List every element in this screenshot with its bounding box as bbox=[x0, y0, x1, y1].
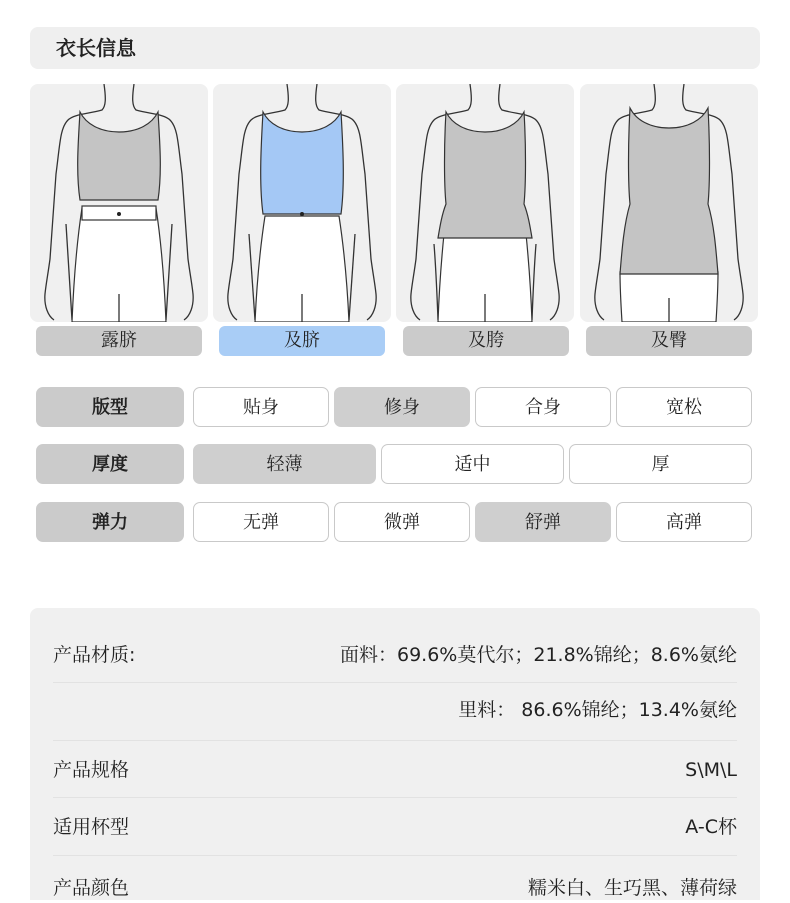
fit-option-slim[interactable]: 修身 bbox=[334, 387, 470, 427]
divider bbox=[53, 682, 737, 683]
torso-illustration-hip bbox=[396, 84, 574, 322]
spec-label-cup: 适用杯型 bbox=[53, 816, 130, 838]
spec-value-fabric: 面料：69.6%莫代尔；21.8%锦纶；8.6%氨纶 bbox=[340, 644, 737, 666]
elasticity-option-none[interactable]: 无弹 bbox=[193, 502, 329, 542]
spec-value-cup: A-C杯 bbox=[685, 816, 737, 838]
spec-value-size: S\M\L bbox=[685, 759, 737, 781]
spec-label-color: 产品颜色 bbox=[53, 877, 130, 899]
figure-navel bbox=[213, 84, 391, 322]
length-option-hip[interactable]: 及胯 bbox=[403, 326, 569, 356]
spec-panel bbox=[30, 608, 760, 900]
spec-label-size: 产品规格 bbox=[53, 759, 130, 781]
spec-label-material: 产品材质: bbox=[53, 644, 136, 666]
length-option-navel[interactable]: 及脐 bbox=[219, 326, 385, 356]
figure-hip bbox=[396, 84, 574, 322]
section-title: 衣长信息 bbox=[56, 36, 136, 60]
elasticity-option-comfort[interactable]: 舒弹 bbox=[475, 502, 611, 542]
torso-illustration-butt bbox=[580, 84, 758, 322]
length-option-butt[interactable]: 及臀 bbox=[586, 326, 752, 356]
spec-value-color: 糯米白、生巧黑、薄荷绿 bbox=[527, 877, 737, 899]
divider bbox=[53, 855, 737, 856]
torso-illustration-navel bbox=[213, 84, 391, 322]
thickness-option-thin[interactable]: 轻薄 bbox=[193, 444, 376, 484]
elasticity-option-high[interactable]: 高弹 bbox=[616, 502, 752, 542]
divider bbox=[53, 797, 737, 798]
category-elasticity: 弹力 bbox=[36, 502, 184, 542]
fit-option-tight[interactable]: 贴身 bbox=[193, 387, 329, 427]
length-option-crop[interactable]: 露脐 bbox=[36, 326, 202, 356]
spec-row-lining bbox=[53, 695, 737, 725]
spec-value-lining: 里料： 86.6%锦纶；13.4%氨纶 bbox=[458, 699, 737, 721]
section-header bbox=[30, 27, 760, 69]
fit-option-loose[interactable]: 宽松 bbox=[616, 387, 752, 427]
figure-butt bbox=[580, 84, 758, 322]
category-thickness: 厚度 bbox=[36, 444, 184, 484]
divider bbox=[53, 740, 737, 741]
fit-option-regular[interactable]: 合身 bbox=[475, 387, 611, 427]
elasticity-option-slight[interactable]: 微弹 bbox=[334, 502, 470, 542]
spec-row-cup bbox=[53, 812, 737, 842]
torso-illustration-crop bbox=[30, 84, 208, 322]
spec-row-size bbox=[53, 755, 737, 785]
spec-row-material bbox=[53, 640, 737, 670]
spec-row-color bbox=[53, 873, 737, 903]
figure-crop-top bbox=[30, 84, 208, 322]
category-fit: 版型 bbox=[36, 387, 184, 427]
thickness-option-medium[interactable]: 适中 bbox=[381, 444, 564, 484]
thickness-option-thick[interactable]: 厚 bbox=[569, 444, 752, 484]
